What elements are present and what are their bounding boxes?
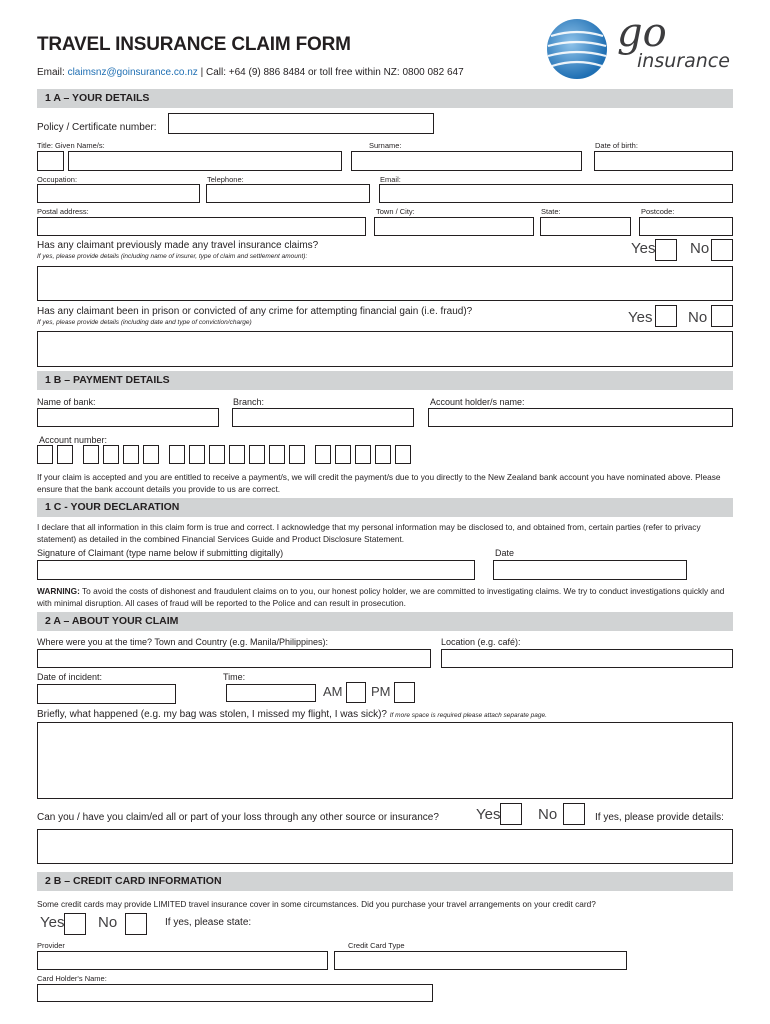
account-number-label: Account number:	[39, 435, 108, 445]
account-digit-box[interactable]	[123, 445, 139, 464]
account-digit-box[interactable]	[315, 445, 331, 464]
what-happened-text: Briefly, what happened (e.g. my bag was stolen, I missed my flight, I was sick)?	[37, 709, 387, 720]
account-digit-box[interactable]	[103, 445, 119, 464]
conviction-sub: If yes, please provide details (including date and type of conviction/charge)	[37, 319, 252, 326]
occupation-label: Occupation:	[37, 175, 78, 184]
email-label: Email:	[37, 67, 65, 78]
dob-label: Date of birth:	[595, 141, 638, 150]
account-digit-box[interactable]	[169, 445, 185, 464]
where-label: Where were you at the time? Town and Country (e.g. Manila/Philippines):	[37, 637, 328, 647]
form-title: TRAVEL INSURANCE CLAIM FORM	[37, 34, 351, 55]
warning-text	[37, 585, 733, 609]
section-1a-heading: 1 A – YOUR DETAILS	[37, 89, 733, 108]
globe-icon	[545, 16, 615, 82]
location-label: Location (e.g. café):	[441, 637, 521, 647]
title-given-label: Title: Given Name/s:	[37, 141, 105, 150]
payment-note: If your claim is accepted and you are entitled to receive a payment/s, we will credit the payment/s due to you directly to the New Zealand bank account you have nominated above. Please ensure that the bank account details you provide to us are correct.	[37, 472, 721, 494]
other-source-details-input[interactable]	[37, 829, 733, 864]
credit-card-yes-checkbox[interactable]	[64, 913, 86, 935]
account-digit-box[interactable]	[83, 445, 99, 464]
am-label: AM	[323, 684, 343, 699]
town-input[interactable]	[374, 217, 534, 236]
account-digit-box[interactable]	[395, 445, 411, 464]
warning-body: To avoid the costs of dishonest and fraudulent claims on to you, our honest policy holder, we are committed to investigating claims. We try to conduct investigations quickly and with minimal disruption. All cases of fraud will be reported to the Police and can result in prosecution.	[37, 586, 725, 608]
card-type-label: Credit Card Type	[348, 941, 405, 950]
date-incident-label: Date of incident:	[37, 672, 103, 682]
branch-label: Branch:	[233, 397, 265, 407]
account-digit-box[interactable]	[143, 445, 159, 464]
title-input[interactable]	[37, 151, 64, 171]
what-happened-sub: If more space is required please attach separate page.	[389, 712, 547, 719]
prior-claims-details-input[interactable]	[37, 266, 733, 301]
signature-label: Signature of Claimant (type name below if submitting digitally)	[37, 548, 284, 558]
account-digit-box[interactable]	[249, 445, 265, 464]
contact-line	[37, 67, 464, 78]
branch-input[interactable]	[232, 408, 414, 427]
incident-date-input[interactable]	[37, 684, 176, 704]
other-source-yes-label: Yes	[476, 806, 501, 823]
section-1b-heading: 1 B – PAYMENT DETAILS	[37, 371, 733, 390]
bank-label: Name of bank:	[37, 397, 96, 407]
other-source-no-checkbox[interactable]	[563, 803, 585, 825]
postal-label: Postal address:	[37, 207, 89, 216]
surname-label: Surname:	[369, 141, 402, 150]
other-source-no-label: No	[538, 806, 558, 823]
card-type-input[interactable]	[334, 951, 627, 970]
credit-card-no-checkbox[interactable]	[125, 913, 147, 935]
where-input[interactable]	[37, 649, 431, 668]
declaration-text: I declare that all information in this claim form is true and correct. I acknowledge that my personal information may be disclosed to, and obtained from, certain parties (refer to privacy statement) as detailed in the combined Financial Services Guide and Product Disclosure Statement.	[37, 522, 701, 544]
section-2a-heading: 2 A – ABOUT YOUR CLAIM	[37, 612, 733, 631]
credit-card-no-label: No	[98, 914, 118, 931]
telephone-input[interactable]	[206, 184, 370, 203]
other-source-yes-checkbox[interactable]	[500, 803, 522, 825]
warning-label: WARNING:	[37, 586, 80, 596]
provider-label: Provider	[37, 941, 65, 950]
postal-address-input[interactable]	[37, 217, 366, 236]
what-happened-question	[37, 709, 547, 720]
account-digit-box[interactable]	[37, 445, 53, 464]
account-digit-box[interactable]	[375, 445, 391, 464]
account-digit-box[interactable]	[289, 445, 305, 464]
pm-label: PM	[371, 684, 391, 699]
state-label: State:	[541, 207, 561, 216]
account-number-boxes	[37, 445, 437, 466]
phone-text: Call: +64 (9) 886 8484 or toll free within NZ: 0800 082 647	[205, 67, 464, 78]
other-source-details-label: If yes, please provide details:	[595, 812, 724, 823]
other-source-question: Can you / have you claim/ed all or part of your loss through any other source or insurance?	[37, 812, 439, 823]
holder-label: Account holder/s name:	[430, 397, 525, 407]
go-insurance-logo	[545, 10, 745, 82]
prior-claims-no-checkbox[interactable]	[711, 239, 733, 261]
card-holder-label: Card Holder's Name:	[37, 974, 107, 983]
account-digit-box[interactable]	[189, 445, 205, 464]
conviction-question: Has any claimant been in prison or convicted of any crime for attempting financial gain (i.e. fraud)?	[37, 306, 473, 317]
prior-claims-no-label: No	[690, 240, 710, 257]
account-digit-box[interactable]	[269, 445, 285, 464]
account-digit-box[interactable]	[209, 445, 225, 464]
incident-time-input[interactable]	[226, 684, 316, 702]
section-2b-heading: 2 B – CREDIT CARD INFORMATION	[37, 872, 733, 891]
postcode-input[interactable]	[639, 217, 733, 236]
email-field-label: Email:	[380, 175, 401, 184]
signature-input[interactable]	[37, 560, 475, 580]
section-1c-heading: 1 C - YOUR DECLARATION	[37, 498, 733, 517]
time-label: Time:	[223, 672, 246, 682]
prior-claims-question: Has any claimant previously made any travel insurance claims?	[37, 240, 319, 251]
conviction-no-label: No	[688, 309, 708, 326]
date-label: Date	[495, 548, 515, 558]
account-digit-box[interactable]	[229, 445, 245, 464]
given-names-input[interactable]	[68, 151, 342, 171]
conviction-details-input[interactable]	[37, 331, 733, 367]
pm-checkbox[interactable]	[394, 682, 415, 703]
card-holder-input[interactable]	[37, 984, 433, 1002]
account-digit-box[interactable]	[57, 445, 73, 464]
postcode-label: Postcode:	[641, 207, 675, 216]
conviction-yes-label: Yes	[628, 309, 653, 326]
account-digit-box[interactable]	[355, 445, 371, 464]
provider-input[interactable]	[37, 951, 328, 970]
dob-input[interactable]	[594, 151, 733, 171]
logo-go: go	[617, 10, 667, 56]
prior-claims-yes-label: Yes	[631, 240, 656, 257]
policy-number-input[interactable]	[168, 113, 434, 134]
conviction-no-checkbox[interactable]	[711, 305, 733, 327]
contact-separator: |	[200, 67, 204, 78]
credit-card-yes-label: Yes	[40, 914, 65, 931]
credit-card-state-label: If yes, please state:	[165, 917, 252, 928]
location-input[interactable]	[441, 649, 733, 668]
occupation-input[interactable]	[37, 184, 200, 203]
surname-input[interactable]	[351, 151, 582, 171]
prior-claims-yes-checkbox[interactable]	[655, 239, 677, 261]
bank-name-input[interactable]	[37, 408, 219, 427]
account-digit-box[interactable]	[335, 445, 351, 464]
state-input[interactable]	[540, 217, 631, 236]
policy-label: Policy / Certificate number:	[37, 122, 157, 133]
email-link[interactable]: claimsnz@goinsurance.co.nz	[67, 67, 198, 78]
credit-card-question: Some credit cards may provide LIMITED travel insurance cover in some circumstances. Did you purchase your travel arrangements on your credit card?	[37, 899, 596, 909]
logo-insurance: insurance	[637, 50, 730, 72]
am-checkbox[interactable]	[346, 682, 366, 703]
telephone-label: Telephone:	[207, 175, 244, 184]
town-label: Town / City:	[376, 207, 415, 216]
conviction-yes-checkbox[interactable]	[655, 305, 677, 327]
email-input[interactable]	[379, 184, 733, 203]
declaration-date-input[interactable]	[493, 560, 687, 580]
what-happened-input[interactable]	[37, 722, 733, 799]
account-holder-input[interactable]	[428, 408, 733, 427]
prior-claims-sub: If yes, please provide details (including name of insurer, type of claim and settlement amount):	[37, 253, 308, 260]
